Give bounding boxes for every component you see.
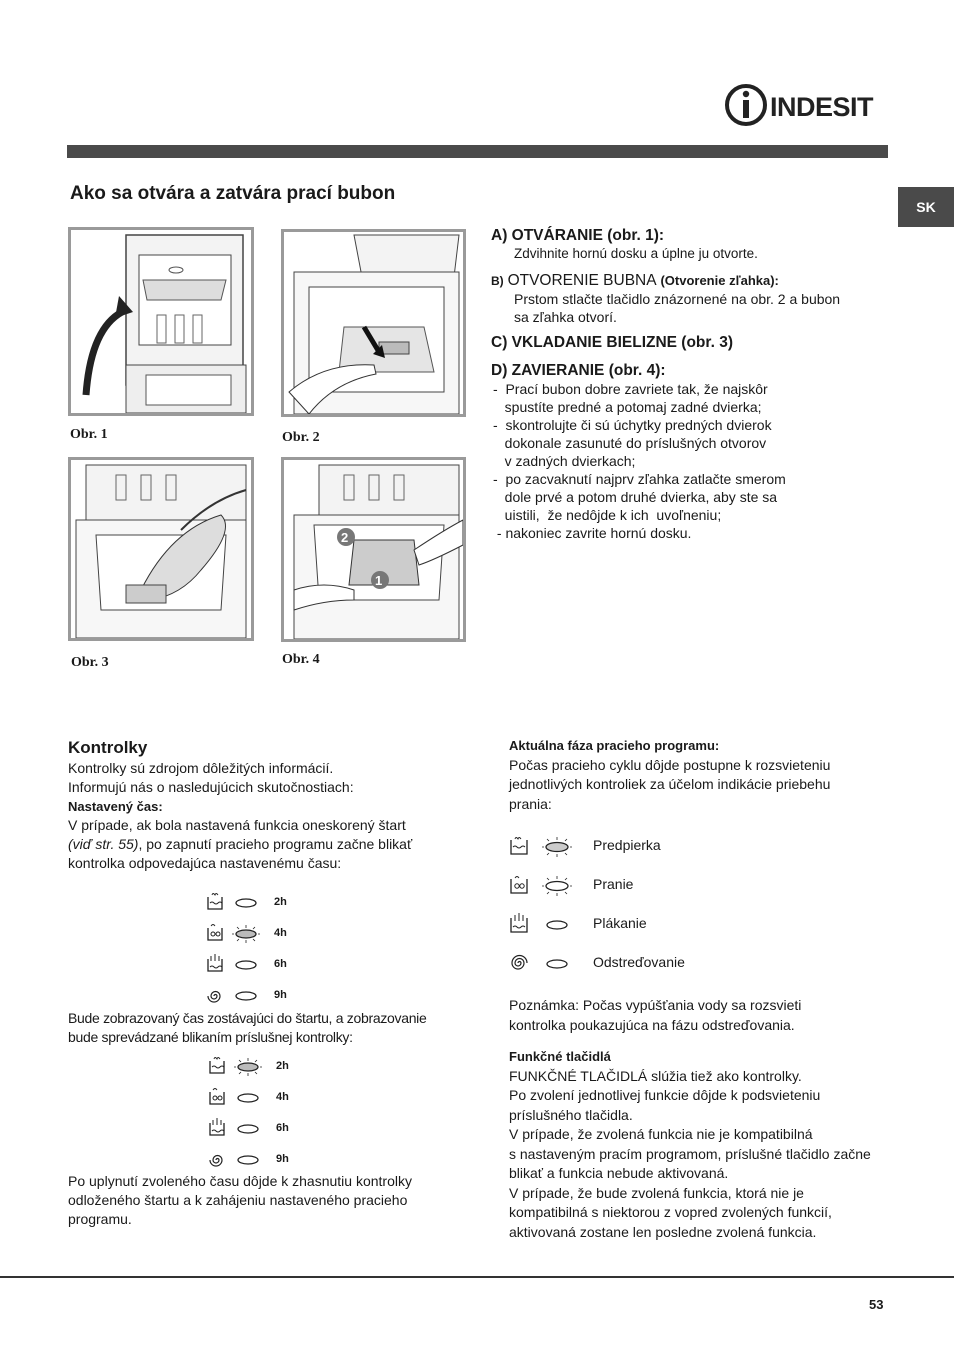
phase-title: Aktuálna fáza pracieho programu: bbox=[509, 738, 720, 753]
step-d-line: - skontrolujte či sú úchytky predných dvierok bbox=[493, 417, 772, 433]
wash-icon bbox=[208, 1086, 270, 1108]
phase-text-1: Počas pracieho cyklu dôjde postupne k rozsvieteniu bbox=[509, 756, 831, 773]
footer-rule bbox=[0, 1276, 954, 1278]
step-a-text: Zdvihnite hornú dosku a úplne ju otvorte. bbox=[514, 246, 758, 261]
svg-text:INDESIT: INDESIT bbox=[770, 92, 874, 122]
step-d-line: dokonale zasunuté do príslušných otvorov bbox=[493, 435, 767, 451]
spin-icon bbox=[208, 1148, 270, 1170]
page-number: 53 bbox=[869, 1297, 884, 1312]
step-d-line: - nakoniec zavrite hornú dosku. bbox=[493, 525, 692, 541]
kontrolky-title: Kontrolky bbox=[68, 738, 148, 757]
phase-item bbox=[509, 904, 894, 943]
rinse-icon bbox=[208, 1117, 270, 1139]
function-line: FUNKČNÉ TLAČIDLÁ slúžia tiež ako kontrolky. bbox=[509, 1067, 802, 1084]
function-line: V prípade, že bude zvolená funkcia, ktorá nie je bbox=[509, 1184, 804, 1201]
phase-list bbox=[509, 826, 894, 982]
set-time-text-1: V prípade, ak bola nastavená funkcia oneskorený štart bbox=[68, 817, 406, 833]
step-b-text-1: Prstom stlačte tlačidlo znázornené na obr. 2 a bubon bbox=[514, 291, 841, 307]
phase-label-spin: Odstreďovanie bbox=[593, 953, 685, 970]
end-text bbox=[68, 1172, 458, 1229]
phase-label-rinse: Plákanie bbox=[593, 914, 647, 931]
hour-row bbox=[206, 979, 287, 1010]
phase-note-2: kontrolka poukazujúca na fázu odstreďovania. bbox=[509, 1016, 795, 1033]
function-line: blikať a funkcia nebude aktivovaná. bbox=[509, 1165, 729, 1181]
steps-column bbox=[491, 227, 891, 542]
step-b-heading-small: (Otvorenie zľahka): bbox=[660, 273, 779, 288]
step-d-line: spustíte predné a potomaj zadné dvierka; bbox=[493, 399, 762, 415]
hour-indicators-1 bbox=[206, 886, 287, 1010]
step-a-title: A) OTVÁRANIE (obr. 1): bbox=[491, 227, 665, 244]
rinse-icon bbox=[206, 953, 268, 975]
countdown-text-2: bude sprevádzané blikaním príslušnej kontrolky: bbox=[68, 1029, 353, 1045]
function-buttons-title: Funkčné tlačidlá bbox=[509, 1049, 611, 1064]
step-c-title: C) VKLADANIE BIELIZNE (obr. 3) bbox=[491, 334, 733, 351]
hour-label: 2h bbox=[274, 895, 287, 908]
step-b-prefix: B) bbox=[491, 274, 504, 288]
figure-2-caption: Obr. 2 bbox=[282, 430, 320, 445]
hour-label: 6h bbox=[276, 1121, 289, 1134]
hour-indicators-2 bbox=[208, 1050, 289, 1174]
closing-drum-illustration bbox=[284, 460, 463, 639]
step-d-title: D) ZAVIERANIE (obr. 4): bbox=[491, 362, 666, 379]
prewash-icon bbox=[206, 891, 268, 913]
spin-icon bbox=[509, 951, 579, 975]
step-d-line: uistili, že nedôjde k ich uvoľneniu; bbox=[493, 507, 722, 523]
hour-label: 2h bbox=[276, 1059, 289, 1072]
hour-row bbox=[208, 1112, 289, 1143]
spin-icon bbox=[206, 984, 268, 1006]
figure-1-caption: Obr. 1 bbox=[70, 427, 108, 442]
drum-button-illustration bbox=[284, 232, 463, 414]
header-bar bbox=[67, 145, 888, 158]
wash-icon-blinking bbox=[509, 873, 579, 897]
step-d-line: - Prací bubon dobre zavriete tak, že najskôr bbox=[493, 381, 768, 397]
hour-label: 4h bbox=[276, 1090, 289, 1103]
hour-row bbox=[208, 1050, 289, 1081]
set-time-text-3: kontrolka odpovedajúca nastavenému času: bbox=[68, 855, 342, 871]
phase-label-prewash: Predpierka bbox=[593, 836, 661, 853]
set-time-cont: , po zapnutí pracieho programu začne blikať bbox=[138, 836, 413, 852]
step-b-heading: OTVORENIE BUBNA bbox=[507, 272, 657, 289]
countdown-text bbox=[68, 1009, 468, 1047]
hour-label: 4h bbox=[274, 926, 287, 939]
figure-2 bbox=[281, 229, 466, 417]
hour-label: 9h bbox=[276, 1152, 289, 1165]
countdown-text-1: Bude zobrazovaný čas zostávajúci do štartu, a zobrazovanie bbox=[68, 1010, 427, 1026]
hour-row bbox=[206, 917, 287, 948]
page-title: Ako sa otvára a zatvára prací bubon bbox=[70, 183, 396, 204]
function-line: Po zvolení jednotlivej funkcie dôjde k podsvieteniu bbox=[509, 1087, 821, 1103]
set-time-text-2 bbox=[68, 835, 448, 854]
step-b-text-2: sa zľahka otvorí. bbox=[514, 309, 617, 325]
loading-laundry-illustration bbox=[71, 460, 251, 638]
phase-text-3: prania: bbox=[509, 795, 552, 812]
figure-3-caption: Obr. 3 bbox=[71, 655, 109, 670]
phase-item bbox=[509, 943, 894, 982]
function-line: s nastaveným pracím programom, príslušné tlačidlo začne bbox=[509, 1145, 871, 1162]
function-line: príslušného tlačidla. bbox=[509, 1106, 633, 1123]
kontrolky-intro-2: Informujú nás o nasledujúcich skutočnostiach: bbox=[68, 779, 354, 795]
function-line: aktivovaná zostane len posledne zvolená funkcia. bbox=[509, 1223, 817, 1240]
svg-text:2: 2 bbox=[341, 530, 349, 545]
end-text-1: Po uplynutí zvoleného času dôjde k zhasnutiu kontrolky bbox=[68, 1173, 412, 1189]
step-d-line: dole prvé a potom druhé dvierka, aby ste sa bbox=[493, 489, 778, 505]
figure-4 bbox=[281, 457, 466, 642]
washer-opening-illustration bbox=[71, 230, 251, 413]
language-tab: SK bbox=[898, 187, 954, 227]
wash-icon-blinking bbox=[206, 922, 268, 944]
end-text-3: programu. bbox=[68, 1211, 132, 1227]
hour-row bbox=[208, 1081, 289, 1112]
figure-1 bbox=[68, 227, 254, 416]
step-d-list bbox=[493, 380, 891, 542]
rinse-icon bbox=[509, 912, 579, 936]
hour-row bbox=[208, 1143, 289, 1174]
phase-item bbox=[509, 826, 894, 865]
set-time-ref: (viď str. 55) bbox=[68, 836, 139, 852]
hour-row bbox=[206, 948, 287, 979]
set-time-title: Nastavený čas: bbox=[68, 799, 163, 814]
prewash-icon-blinking bbox=[509, 834, 579, 858]
phase-text-2: jednotlivých kontroliek za účelom indikácie priebehu bbox=[509, 776, 831, 792]
figure-4-caption: Obr. 4 bbox=[282, 652, 320, 667]
kontrolky-intro-1: Kontrolky sú zdrojom dôležitých informácií. bbox=[68, 760, 334, 776]
hour-label: 9h bbox=[274, 988, 287, 1001]
hour-label: 6h bbox=[274, 957, 287, 970]
kontrolky-section bbox=[68, 738, 448, 873]
phase-note-1: Poznámka: Počas vypúšťania vody sa rozsvieti bbox=[509, 997, 802, 1013]
phase-section bbox=[509, 736, 894, 1242]
indesit-logo bbox=[724, 82, 889, 128]
phase-label-wash: Pranie bbox=[593, 875, 634, 892]
function-line: V prípade, že zvolená funkcia nie je kompatibilná bbox=[509, 1126, 813, 1142]
end-text-2: odloženého štartu a k zahájeniu nastaveného pracieho bbox=[68, 1192, 408, 1208]
phase-item bbox=[509, 865, 894, 904]
svg-text:1: 1 bbox=[375, 573, 383, 588]
prewash-icon-blinking bbox=[208, 1055, 270, 1077]
figure-3 bbox=[68, 457, 254, 641]
step-b-title bbox=[491, 271, 891, 290]
step-d-line: v zadných dvierkach; bbox=[493, 453, 636, 469]
function-line: kompatibilná s niektorou z vopred zvolených funkcií, bbox=[509, 1204, 832, 1220]
step-d-line: - po zacvaknutí najprv zľahka zatlačte smerom bbox=[493, 471, 786, 487]
hour-row bbox=[206, 886, 287, 917]
